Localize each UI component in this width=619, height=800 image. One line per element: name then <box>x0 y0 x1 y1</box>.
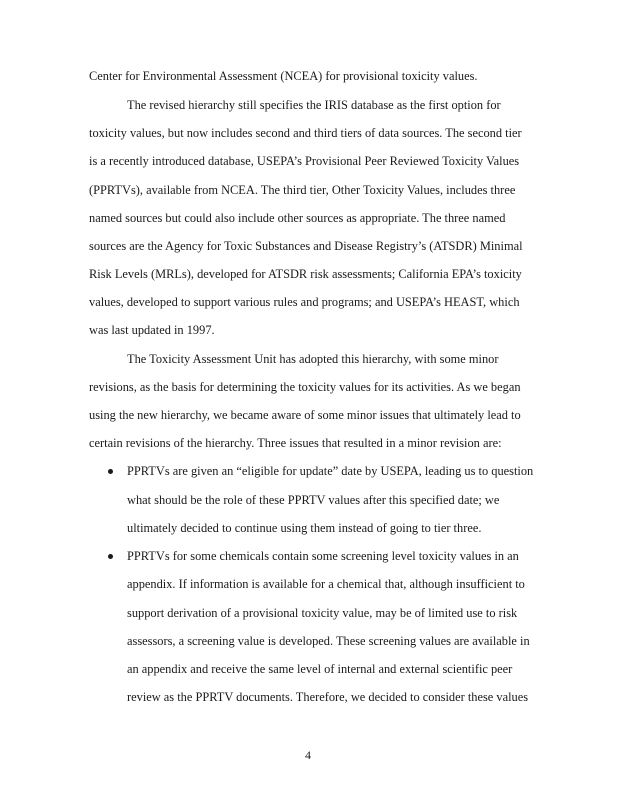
text-line: The Toxicity Assessment Unit has adopted this hierarchy, with some minor <box>127 352 499 366</box>
text-line: Center for Environmental Assessment (NCEA) for provisional toxicity values. <box>89 69 478 83</box>
bullet-text-line: review as the PPRTV documents. Therefore, we decided to consider these values <box>127 690 529 704</box>
text-line: (PPRTVs), available from NCEA. The third tier, Other Toxicity Values, includes three <box>89 183 516 197</box>
page-number: 4 <box>305 748 311 762</box>
bullet-text-line: PPRTVs for some chemicals contain some screening level toxicity values in an <box>127 549 519 563</box>
text-line: was last updated in 1997. <box>89 323 215 337</box>
bullet-text-line: what should be the role of these PPRTV values after this specified date; we <box>127 493 500 507</box>
text-line: sources are the Agency for Toxic Substances and Disease Registry’s (ATSDR) Minimal <box>89 239 523 253</box>
text-line: The revised hierarchy still specifies the IRIS database as the first option for <box>127 98 501 112</box>
text-line: values, developed to support various rules and programs; and USEPA’s HEAST, which <box>89 295 520 309</box>
text-line: revisions, as the basis for determining the toxicity values for its activities. As we began <box>89 380 521 394</box>
text-line: named sources but could also include other sources as appropriate. The three named <box>89 211 506 225</box>
bullet-text-line: support derivation of a provisional toxicity value, may be of limited use to risk <box>127 606 518 620</box>
bullet-icon <box>108 469 113 474</box>
text-line: using the new hierarchy, we became aware of some minor issues that ultimately lead to <box>89 408 521 422</box>
bullet-text-line: ultimately decided to continue using them instead of going to tier three. <box>127 521 482 535</box>
bullet-text-line: appendix. If information is available for a chemical that, although insufficient to <box>127 577 525 591</box>
bullet-text-line: assessors, a screening value is developed. These screening values are available in <box>127 634 530 648</box>
bullet-text-line: PPRTVs are given an “eligible for update” date by USEPA, leading us to question <box>127 464 534 478</box>
text-line: toxicity values, but now includes second and third tiers of data sources. The second tier <box>89 126 522 140</box>
text-line: is a recently introduced database, USEPA’s Provisional Peer Reviewed Toxicity Values <box>89 154 520 168</box>
text-line: certain revisions of the hierarchy. Three issues that resulted in a minor revision are: <box>89 436 502 450</box>
bullet-icon <box>108 554 113 559</box>
text-line: Risk Levels (MRLs), developed for ATSDR risk assessments; California EPA’s toxicity <box>89 267 522 281</box>
bullet-text-line: an appendix and receive the same level of internal and external scientific peer <box>127 662 513 676</box>
